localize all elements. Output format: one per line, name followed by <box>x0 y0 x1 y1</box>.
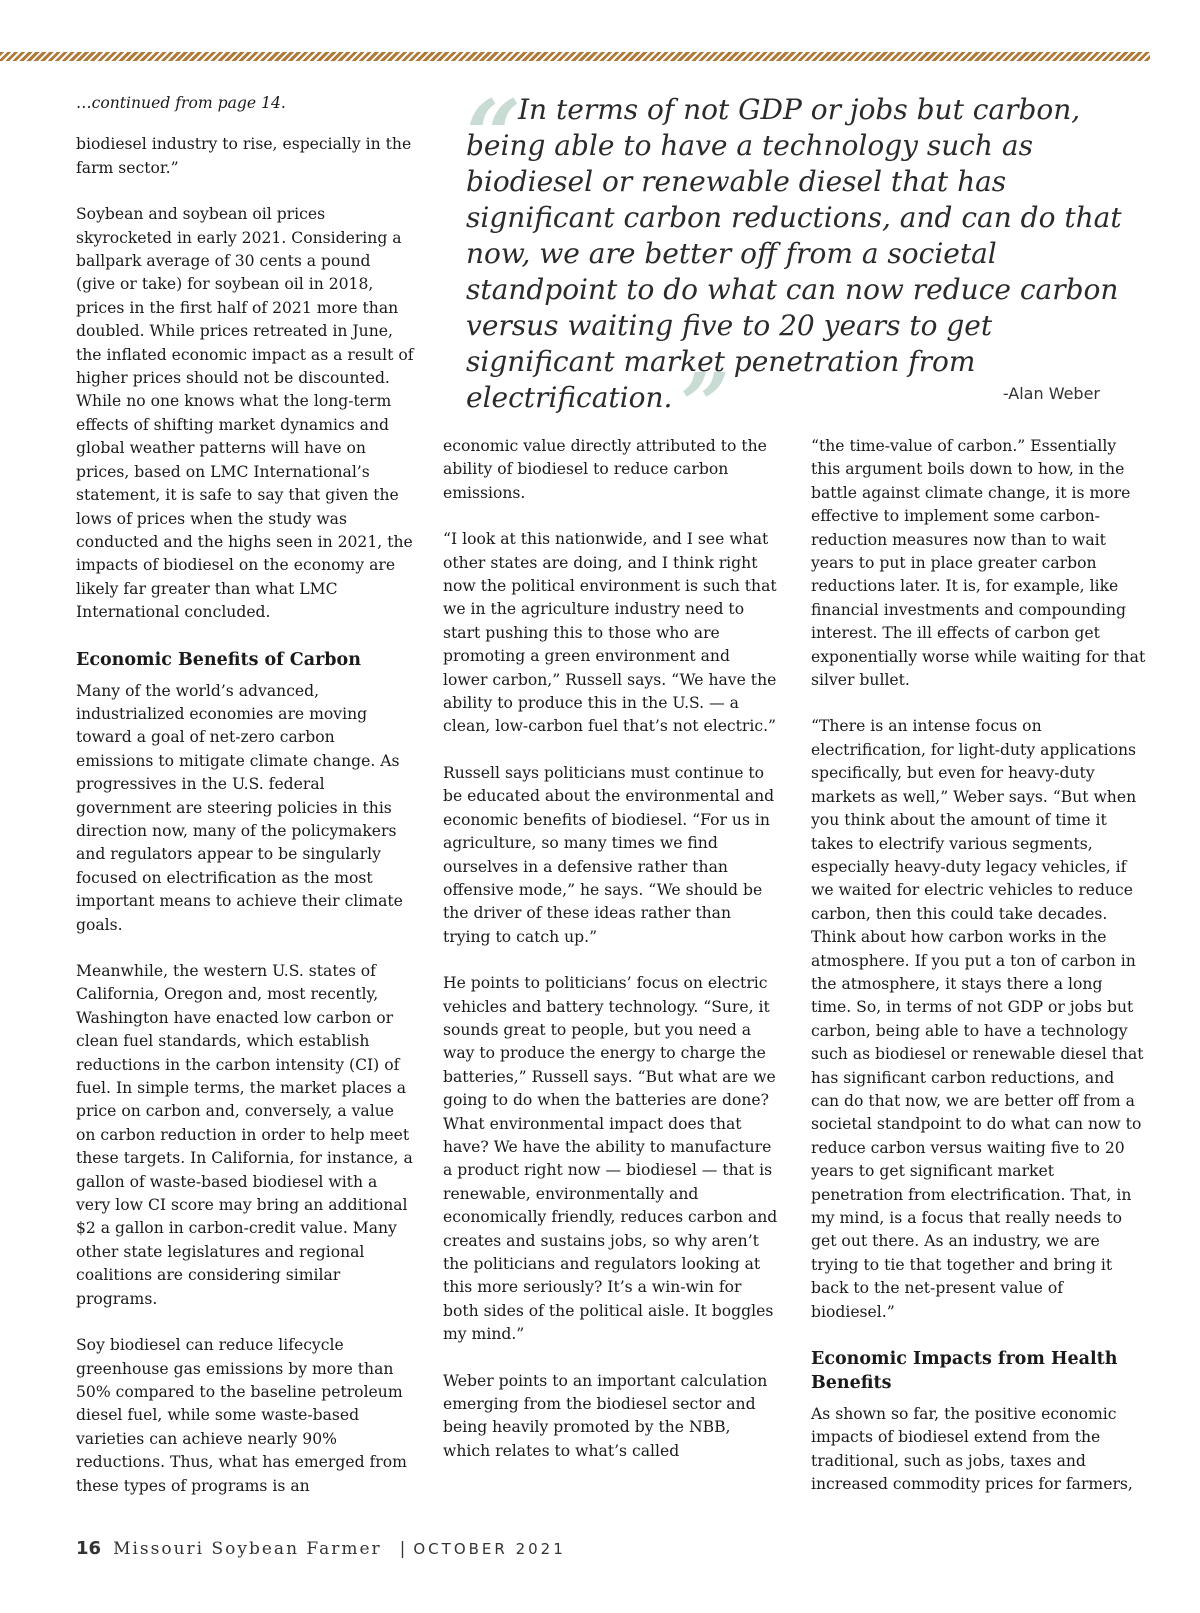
paragraph: “There is an intense focus on electrification, for light-duty applications specifically, but even for heavy-duty markets as well,” Weber says. “But when you think about the amount of time it takes to electrify various segments, especially heavy-duty legacy vehicles, if we waited for electric vehicles to reduce carbon, then this could take decades. Think about how carbon works in the atmosphere. If you put a ton of carbon in the atmosphere, it stays there a long time. So, in terms of not GDP or jobs but carbon, being able to have a technology such as biodiesel or renewable diesel that has significant carbon reductions, and can do that now, we are better off from a societal standpoint to do what can now to reduce carbon versus waiting five to 20 years to get significant market penetration from electrification. That, in my mind, is a focus that really needs to get out there. As an industry, we are trying to tie that together and bring it back to the net-present value of biodiesel.” <box>811 717 1144 1321</box>
paragraph: Meanwhile, the western U.S. states of California, Oregon and, most recently, Washington have enacted low carbon or clean fuel standards, which establish reductions in the carbon intensity (CI) of fuel. In simple terms, the market places a price on carbon and, conversely, a value on carbon reduction in order to help meet these targets. In California, for instance, a gallon of waste-based biodiesel with a very low CI score may bring an additional $2 a gallon in carbon-credit value. Many other state legislatures and regional coalitions are considering similar programs. <box>76 962 413 1308</box>
paragraph: Many of the world’s advanced, industrialized economies are moving toward a goal of net-zero carbon emissions to mitigate climate change. As progressives in the U.S. federal government are steering policies in this direction now, many of the policymakers and regulators appear to be singularly focused on electrification as the most important means to achieve their climate goals. <box>76 681 403 934</box>
article-column-3 <box>811 435 1146 1497</box>
page-footer <box>76 1538 566 1564</box>
page-number: 16 <box>76 1538 102 1559</box>
decorative-top-rule <box>0 52 1150 61</box>
paragraph: Soybean and soybean oil prices skyrocketed in early 2021. Considering a ballpark average of 30 cents a pound (give or take) for soybean oil in 2018, prices in the first half of 2021 more than doubled. While prices retreated in June, the inflated economic impact as a result of higher prices should not be discounted. While no one knows what the long-term effects of shifting market dynamics and global weather patterns will have on prices, based on LMC International’s statement, it is safe to say that given the lows of prices when the study was conducted and the highs seen in 2021, the impacts of biodiesel on the economy are likely far greater than what LMC International concluded. <box>76 205 414 622</box>
footer-separator: | <box>399 1539 406 1559</box>
paragraph: Soy biodiesel can reduce lifecycle greenhouse gas emissions by more than 50% compared to the baseline petroleum diesel fuel, while some waste-based varieties can achieve nearly 90% reductions. Thus, what has emerged from these types of programs is an <box>76 1336 407 1495</box>
paragraph: He points to politicians’ focus on electric vehicles and battery technology. “Sure, it sounds great to people, but you need a way to produce the energy to charge the batteries,” Russell says. “But what are we going to do when the batteries are done? What environmental impact does that have? We have the ability to manufacture a product right now — biodiesel — that is renewable, environmentally and economically friendly, reduces carbon and creates and sustains jobs, so why aren’t the politicians and regulators looking at this more seriously? It’s a win-win for both sides of the political aisle. It boggles my mind.” <box>443 974 778 1344</box>
magazine-title: Missouri Soybean Farmer <box>113 1539 382 1559</box>
continued-note: …continued from page 14. <box>76 94 286 112</box>
pull-quote-text: In terms of not GDP or jobs but carbon, being able to have a technology such as biodiesel or renewable diesel that has significant carbon reductions, and can do that now, we are better off from a societal standpoint to do what can now reduce carbon versus waiting five to 20 years to get significant market penetration from electrification. <box>466 93 1122 414</box>
issue-date: OCTOBER 2021 <box>413 1540 566 1558</box>
paragraph: economic value directly attributed to the ability of biodiesel to reduce carbon emissions. <box>443 437 767 502</box>
paragraph: “I look at this nationwide, and I see what other states are doing, and I think right now the political environment is such that we in the agriculture industry need to start pushing this to those who are promoting a green environment and lower carbon,” Russell says. “We have the ability to produce this in the U.S. — a clean, low-carbon fuel that’s not electric.” <box>443 530 777 736</box>
article-column-1 <box>76 92 414 1498</box>
paragraph: As shown so far, the positive economic impacts of biodiesel extend from the traditional, such as jobs, taxes and increased commodity prices for farmers, <box>811 1405 1133 1494</box>
article-column-2 <box>443 435 778 1463</box>
section-heading: Economic Benefits of Carbon <box>76 649 361 670</box>
paragraph: Weber points to an important calculation emerging from the biodiesel sector and being heavily promoted by the NBB, which relates to what’s called <box>443 1371 768 1460</box>
close-quote-icon: ” <box>680 355 730 456</box>
quote-attribution: -Alan Weber <box>1002 384 1100 403</box>
pull-quote <box>466 92 1126 456</box>
open-quote-icon: “ <box>466 79 522 192</box>
paragraph: biodiesel industry to rise, especially in the farm sector.” <box>76 135 412 177</box>
section-heading: Economic Impacts from Health Benefits <box>811 1349 1118 1394</box>
paragraph: Russell says politicians must continue to be educated about the environmental and economic benefits of biodiesel. “For us in agriculture, so many times we find ourselves in a defensive rather than offensive mode,” he says. “We should be the driver of these ideas rather than trying to catch up.” <box>443 763 775 946</box>
paragraph: “the time-value of carbon.” Essentially this argument boils down to how, in the battle against climate change, it is more effective to implement some carbon-reduction measures now than to wait years to put in place greater carbon reductions later. It is, for example, like financial investments and compounding interest. The ill effects of carbon get exponentially worse while waiting for that silver bullet. <box>811 437 1146 690</box>
